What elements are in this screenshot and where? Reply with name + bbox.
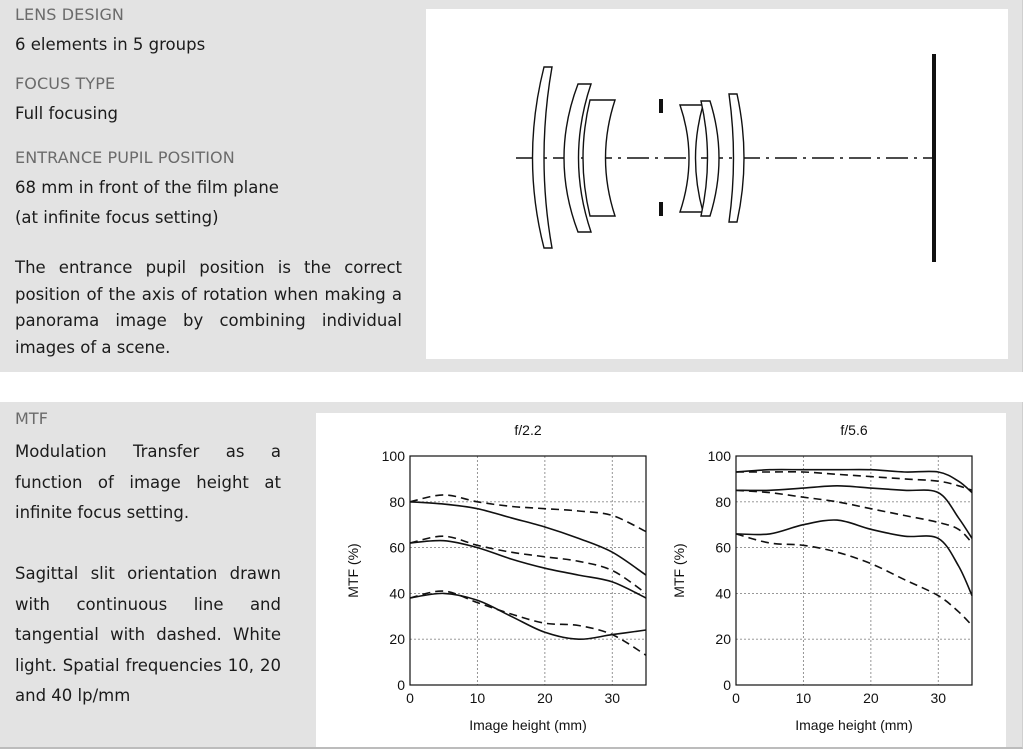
chart2-x-tick-label: 20 — [863, 690, 879, 706]
lens-info-panel — [0, 0, 1023, 372]
chart1-series-line-6 — [410, 591, 646, 655]
chart1-y-tick-label: 100 — [381, 448, 405, 464]
chart2-series-line-3 — [736, 486, 972, 539]
chart2-y-axis-label: MTF (%) — [671, 543, 687, 598]
chart1-x-tick-label: 20 — [537, 690, 553, 706]
chart1-y-tick-label: 80 — [389, 493, 405, 510]
lens-diagram — [426, 9, 1008, 359]
chart1-x-tick-label: 30 — [604, 690, 621, 706]
chart1-y-tick-label: 40 — [389, 585, 405, 602]
chart1-series-line-2 — [410, 495, 646, 532]
chart1-series-line-4 — [410, 536, 646, 593]
lens-diagram-svg — [426, 9, 1008, 359]
chart2-series-line-2 — [736, 472, 972, 490]
chart1-series-line-5 — [410, 593, 646, 639]
mtf-label: MTF — [15, 409, 49, 428]
mtf-panel — [0, 402, 1023, 749]
chart2-y-tick-label: 100 — [707, 448, 731, 464]
chart1-x-tick-label: 10 — [469, 690, 486, 706]
focus-type-value: Full focusing — [15, 104, 119, 123]
mtf-description-2: Sagittal slit orientation drawn with continuous line and tangential with dashed. White light. Spatial frequencies 10, 20 and 40 lp/mm — [15, 564, 281, 705]
chart1-title: f/2.2 — [514, 422, 542, 438]
lens-design-value: 6 elements in 5 groups — [15, 35, 206, 54]
chart1-x-tick-label: 0 — [406, 690, 414, 706]
chart1-y-axis-label: MTF (%) — [345, 543, 361, 598]
entrance-pupil-label: ENTRANCE PUPIL POSITION — [15, 148, 235, 167]
chart2-x-tick-label: 30 — [930, 690, 947, 706]
chart2-x-tick-label: 0 — [732, 690, 740, 706]
chart2-y-tick-label: 80 — [715, 493, 731, 510]
chart1-plot-frame — [410, 456, 646, 685]
mtf-charts-svg — [316, 413, 1006, 747]
chart1-y-tick-label: 20 — [389, 631, 405, 648]
chart2-series-line-4 — [736, 490, 972, 543]
lens-element-1 — [533, 67, 553, 248]
mtf-description-1: Modulation Transfer as a function of image height at infinite focus setting. — [15, 442, 281, 522]
chart2-y-tick-label: 60 — [715, 539, 731, 556]
chart2-title: f/5.6 — [840, 422, 868, 438]
chart2-y-tick-label: 0 — [723, 677, 731, 693]
chart2-y-tick-label: 40 — [715, 585, 731, 602]
chart2-y-tick-label: 20 — [715, 631, 731, 648]
chart2-x-tick-label: 10 — [795, 690, 812, 706]
focus-type-label: FOCUS TYPE — [15, 74, 116, 93]
entrance-pupil-note: (at infinite focus setting) — [15, 208, 219, 227]
entrance-pupil-value: 68 mm in front of the film plane — [15, 178, 279, 197]
chart2-x-axis-label: Image height (mm) — [795, 717, 913, 733]
chart1-y-tick-label: 0 — [397, 677, 405, 693]
chart1-x-axis-label: Image height (mm) — [469, 717, 587, 733]
entrance-pupil-description: The entrance pupil position is the correct position of the axis of rotation when making a panorama image by combining individual images of a scene. — [15, 258, 402, 357]
chart1-series-line-3 — [410, 541, 646, 598]
chart1-y-tick-label: 60 — [389, 539, 405, 556]
lens-design-label: LENS DESIGN — [15, 5, 125, 24]
mtf-charts — [316, 413, 1006, 747]
